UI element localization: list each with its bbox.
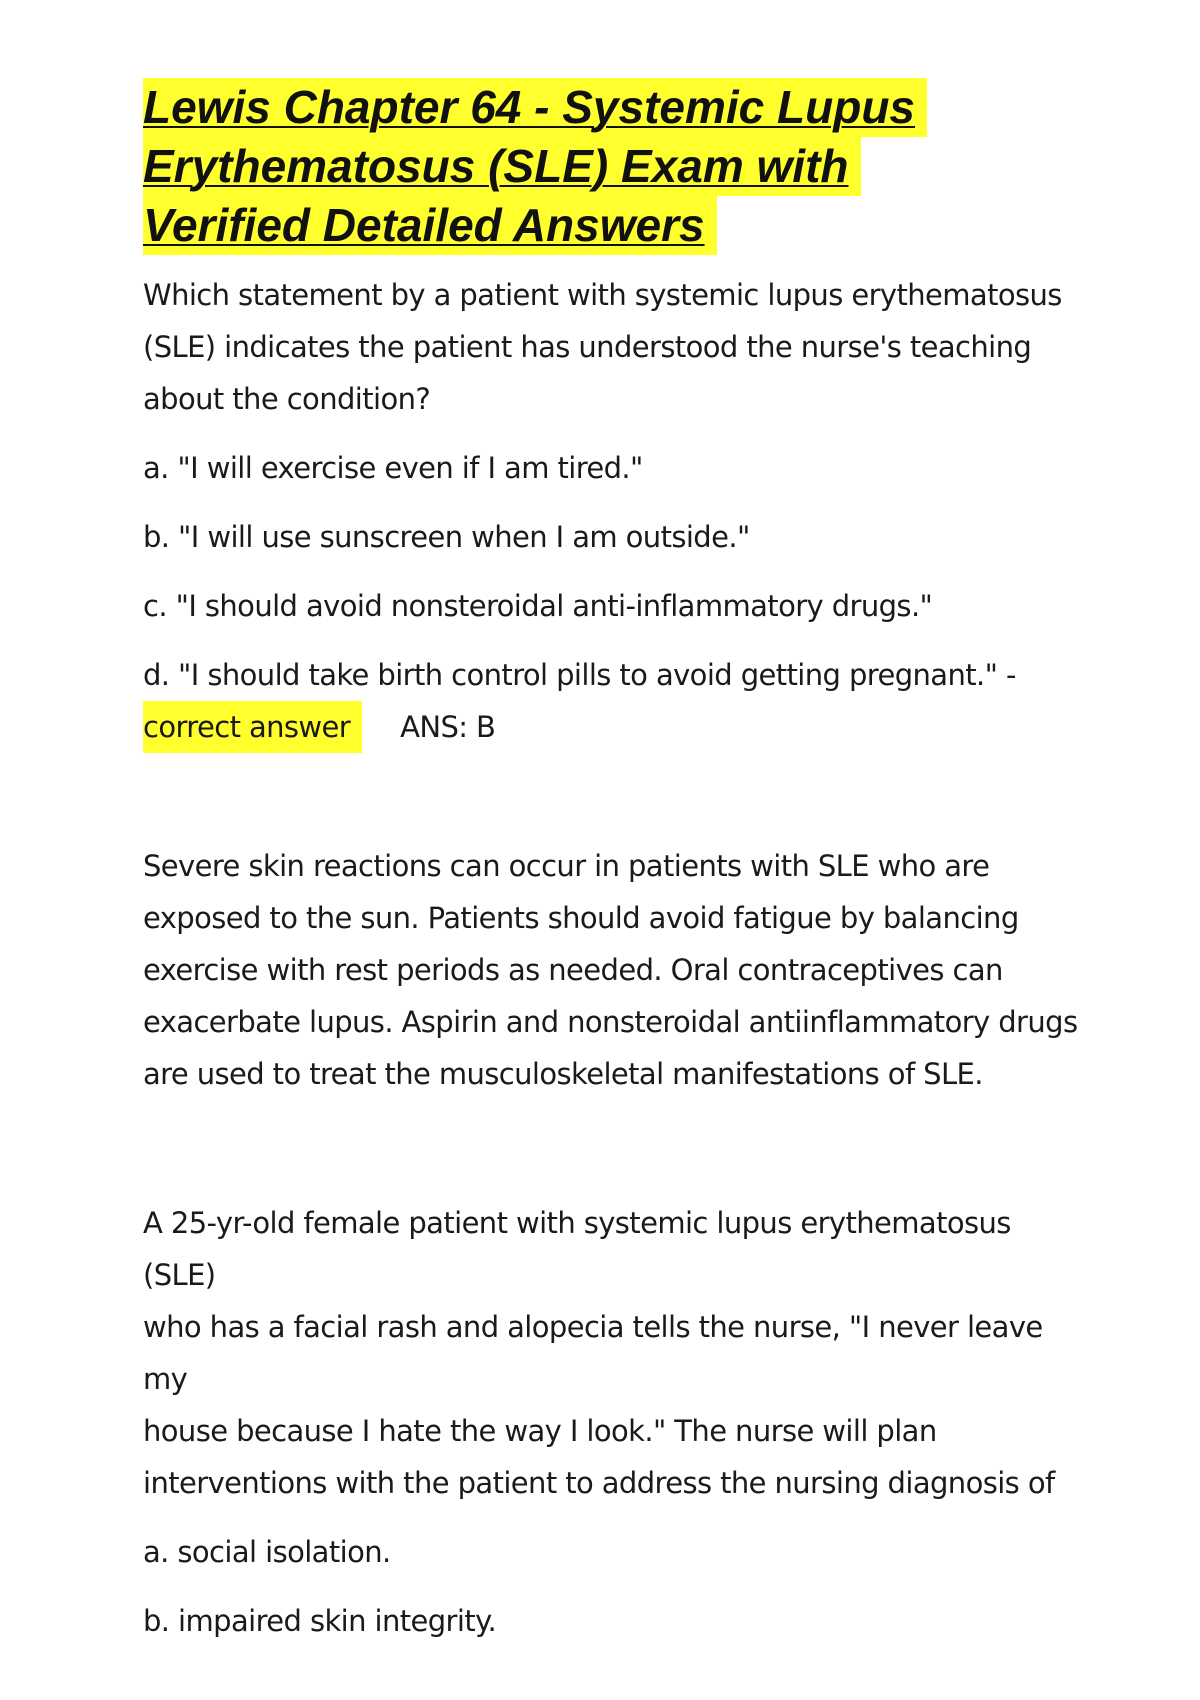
document-page <box>143 78 1083 1647</box>
stem-line: A 25-yr-old female patient with systemic lupus erythematosus (SLE) <box>143 1206 1011 1292</box>
option-b: b. "I will use sunscreen when I am outside." <box>143 520 750 554</box>
question-2-stem <box>143 1197 1083 1509</box>
title-line: Erythematosus (SLE) Exam with <box>143 137 861 196</box>
stem-line: Which statement by a patient with systemic lupus erythematosus <box>143 278 1062 312</box>
stem-line: house because I hate the way I look." The nurse will plan <box>143 1414 937 1448</box>
option-a: a. social isolation. <box>143 1535 391 1569</box>
correct-answer-label: correct answer <box>143 701 362 753</box>
stem-line: about the condition? <box>143 382 431 416</box>
stem-line: (SLE) indicates the patient has understood the nurse's teaching <box>143 330 1032 364</box>
stem-line: interventions with the patient to address the nursing diagnosis of <box>143 1466 1055 1500</box>
answer-line <box>143 701 1083 753</box>
rationale-line: are used to treat the musculoskeletal manifestations of SLE. <box>143 1057 983 1091</box>
option-b: b. impaired skin integrity. <box>143 1604 497 1638</box>
option-a: a. "I will exercise even if I am tired." <box>143 451 643 485</box>
rationale-line: Severe skin reactions can occur in patients with SLE who are <box>143 849 990 883</box>
rationale-line: exercise with rest periods as needed. Oral contraceptives can <box>143 953 1003 987</box>
answer-key: ANS: B <box>400 710 496 744</box>
rationale-line: exposed to the sun. Patients should avoid fatigue by balancing <box>143 901 1019 935</box>
rationale <box>143 840 1083 1100</box>
question-1 <box>143 269 1083 1100</box>
option-c: c. "I should avoid nonsteroidal anti-inflammatory drugs." <box>143 589 933 623</box>
question-2 <box>143 1197 1083 1647</box>
title-line: Verified Detailed Answers <box>143 196 717 255</box>
stem-line: who has a facial rash and alopecia tells the nurse, "I never leave my <box>143 1310 1043 1396</box>
document-title <box>143 78 1083 255</box>
question-1-stem <box>143 269 1083 425</box>
title-line: Lewis Chapter 64 - Systemic Lupus <box>143 78 927 137</box>
rationale-line: exacerbate lupus. Aspirin and nonsteroidal antiinflammatory drugs <box>143 1005 1078 1039</box>
option-d: d. "I should take birth control pills to avoid getting pregnant." - <box>143 658 1016 692</box>
